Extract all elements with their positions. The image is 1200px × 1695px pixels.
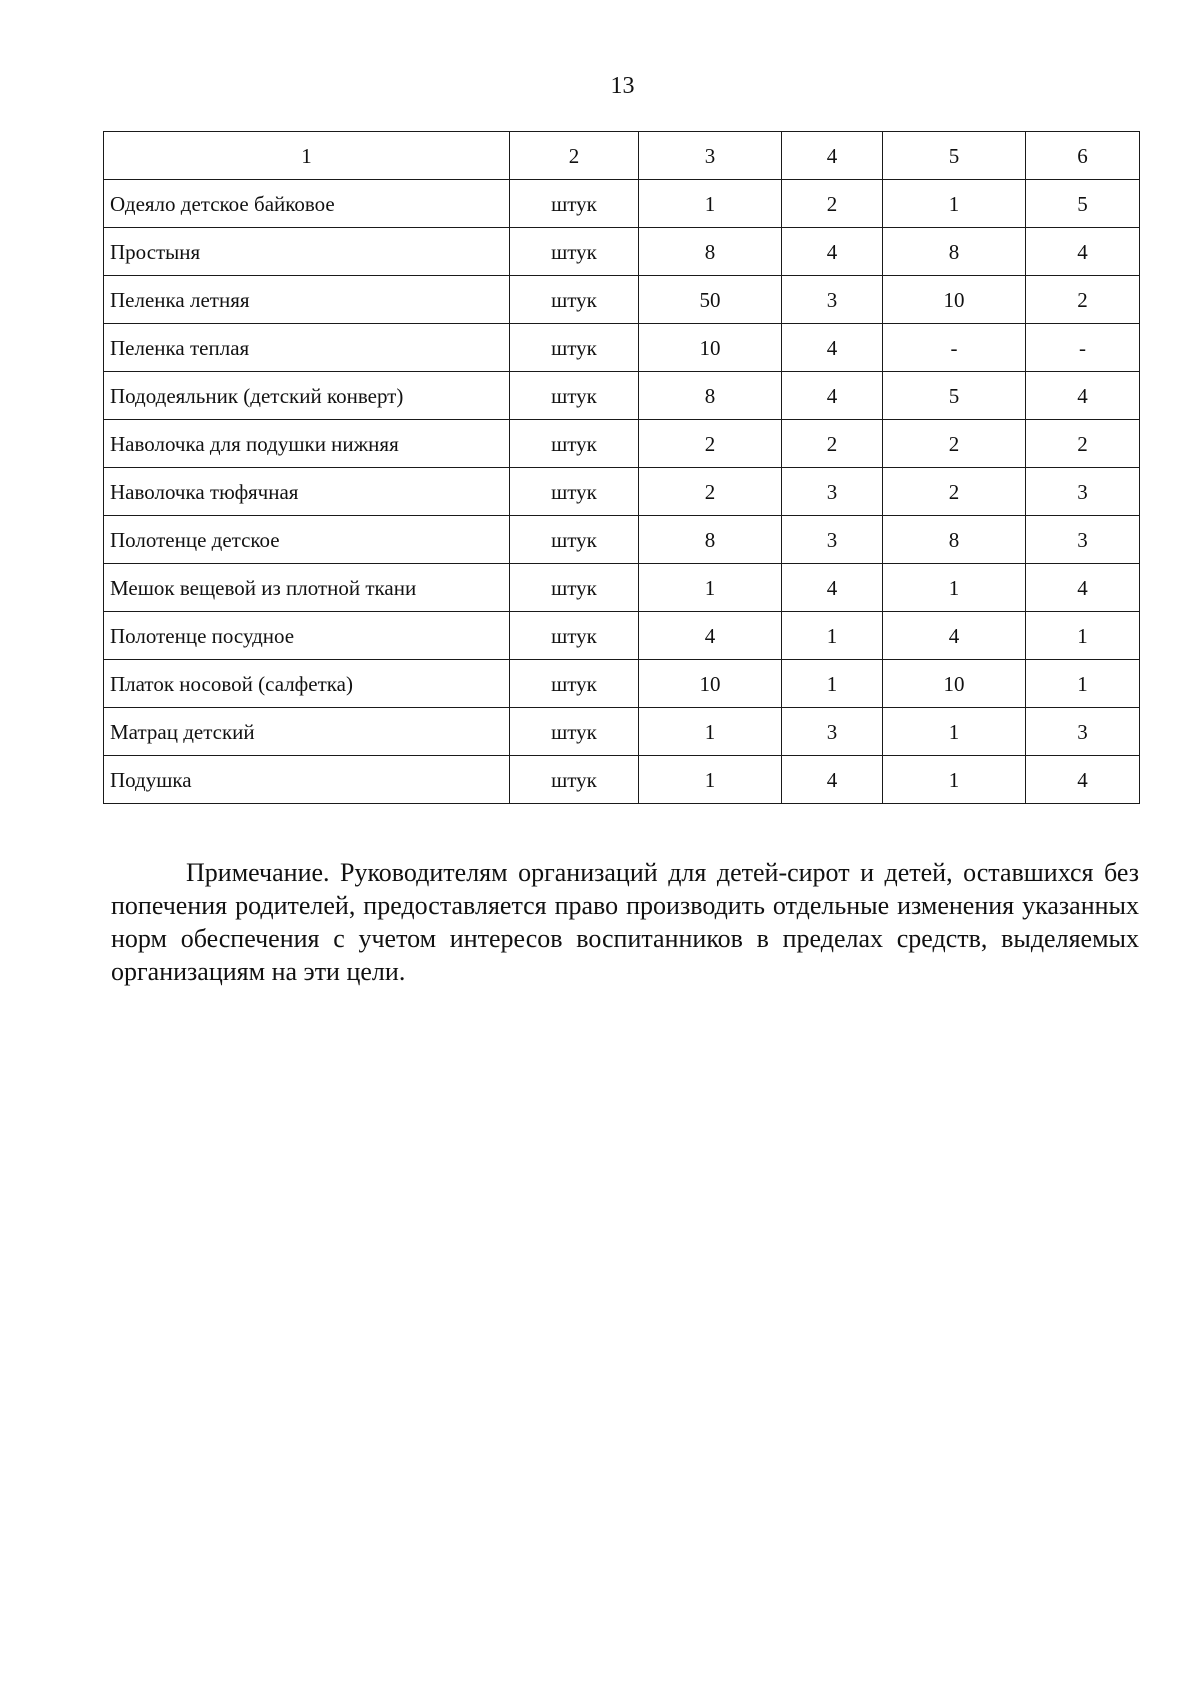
quantity-cell: 2 [639, 420, 782, 468]
quantity-cell: 1 [883, 708, 1026, 756]
item-name-cell: Пеленка теплая [104, 324, 510, 372]
header-cell: 3 [639, 132, 782, 180]
item-name-cell: Платок носовой (салфетка) [104, 660, 510, 708]
unit-cell: штук [510, 468, 639, 516]
item-name-cell: Одеяло детское байковое [104, 180, 510, 228]
quantity-cell: 1 [782, 612, 883, 660]
note-paragraph: Примечание. Руководителям организаций для детей-сирот и детей, оставшихся без попечения родителей, предоставляется право производить отдельные изменения указанных норм обеспечения с учетом интересов воспитанников в пределах средств, выделяемых организациям на эти цели. [111, 858, 1139, 986]
header-cell: 2 [510, 132, 639, 180]
table-row [104, 180, 1140, 228]
item-name-cell: Пододеяльник (детский конверт) [104, 372, 510, 420]
unit-cell: штук [510, 660, 639, 708]
table-row [104, 708, 1140, 756]
quantity-cell: 10 [639, 324, 782, 372]
quantity-cell: 1 [639, 180, 782, 228]
quantity-cell: - [1026, 324, 1140, 372]
item-name-cell: Подушка [104, 756, 510, 804]
header-cell: 6 [1026, 132, 1140, 180]
quantity-cell: 4 [782, 372, 883, 420]
quantity-cell: 2 [883, 420, 1026, 468]
quantity-cell: 2 [782, 180, 883, 228]
quantity-cell: 1 [1026, 660, 1140, 708]
quantity-cell: 4 [782, 564, 883, 612]
table-row [104, 612, 1140, 660]
item-name-cell: Полотенце посудное [104, 612, 510, 660]
table-row [104, 228, 1140, 276]
quantity-cell: 5 [1026, 180, 1140, 228]
table-row [104, 420, 1140, 468]
item-name-cell: Пеленка летняя [104, 276, 510, 324]
unit-cell: штук [510, 708, 639, 756]
quantity-cell: 1 [639, 708, 782, 756]
quantity-cell: 2 [782, 420, 883, 468]
quantity-cell: 3 [782, 516, 883, 564]
item-name-cell: Простыня [104, 228, 510, 276]
unit-cell: штук [510, 516, 639, 564]
quantity-cell: 1 [883, 756, 1026, 804]
table-row [104, 660, 1140, 708]
quantity-cell: 1 [1026, 612, 1140, 660]
item-name-cell: Наволочка тюфячная [104, 468, 510, 516]
quantity-cell: 2 [1026, 276, 1140, 324]
quantity-cell: 1 [883, 564, 1026, 612]
table-row [104, 516, 1140, 564]
unit-cell: штук [510, 564, 639, 612]
unit-cell: штук [510, 612, 639, 660]
page-number: 13 [610, 73, 635, 99]
quantity-cell: 4 [782, 324, 883, 372]
quantity-cell: 3 [1026, 516, 1140, 564]
supply-norms-table [103, 131, 1140, 804]
header-cell: 5 [883, 132, 1026, 180]
quantity-cell: 1 [782, 660, 883, 708]
table-header-row [104, 132, 1140, 180]
quantity-cell: 8 [639, 516, 782, 564]
item-name-cell: Наволочка для подушки нижняя [104, 420, 510, 468]
quantity-cell: 1 [639, 564, 782, 612]
unit-cell: штук [510, 420, 639, 468]
quantity-cell: 4 [782, 228, 883, 276]
item-name-cell: Полотенце детское [104, 516, 510, 564]
quantity-cell: 4 [782, 756, 883, 804]
quantity-cell: 10 [883, 276, 1026, 324]
quantity-cell: 2 [639, 468, 782, 516]
quantity-cell: 3 [1026, 708, 1140, 756]
quantity-cell: 8 [883, 228, 1026, 276]
quantity-cell: 4 [1026, 756, 1140, 804]
table-row [104, 564, 1140, 612]
header-cell: 4 [782, 132, 883, 180]
table-row [104, 468, 1140, 516]
unit-cell: штук [510, 372, 639, 420]
unit-cell: штук [510, 324, 639, 372]
table-row [104, 372, 1140, 420]
quantity-cell: 8 [639, 228, 782, 276]
quantity-cell: 4 [1026, 564, 1140, 612]
quantity-cell: 4 [639, 612, 782, 660]
quantity-cell: 1 [639, 756, 782, 804]
quantity-cell: - [883, 324, 1026, 372]
unit-cell: штук [510, 180, 639, 228]
item-name-cell: Матрац детский [104, 708, 510, 756]
quantity-cell: 3 [782, 468, 883, 516]
quantity-cell: 2 [1026, 420, 1140, 468]
table-row [104, 756, 1140, 804]
quantity-cell: 3 [782, 276, 883, 324]
quantity-cell: 5 [883, 372, 1026, 420]
quantity-cell: 4 [1026, 372, 1140, 420]
quantity-cell: 4 [1026, 228, 1140, 276]
quantity-cell: 3 [782, 708, 883, 756]
unit-cell: штук [510, 756, 639, 804]
item-name-cell: Мешок вещевой из плотной ткани [104, 564, 510, 612]
quantity-cell: 8 [883, 516, 1026, 564]
table-row [104, 324, 1140, 372]
quantity-cell: 10 [883, 660, 1026, 708]
quantity-cell: 10 [639, 660, 782, 708]
quantity-cell: 1 [883, 180, 1026, 228]
table-row [104, 276, 1140, 324]
unit-cell: штук [510, 228, 639, 276]
quantity-cell: 2 [883, 468, 1026, 516]
quantity-cell: 3 [1026, 468, 1140, 516]
unit-cell: штук [510, 276, 639, 324]
quantity-cell: 4 [883, 612, 1026, 660]
quantity-cell: 50 [639, 276, 782, 324]
quantity-cell: 8 [639, 372, 782, 420]
header-cell: 1 [104, 132, 510, 180]
